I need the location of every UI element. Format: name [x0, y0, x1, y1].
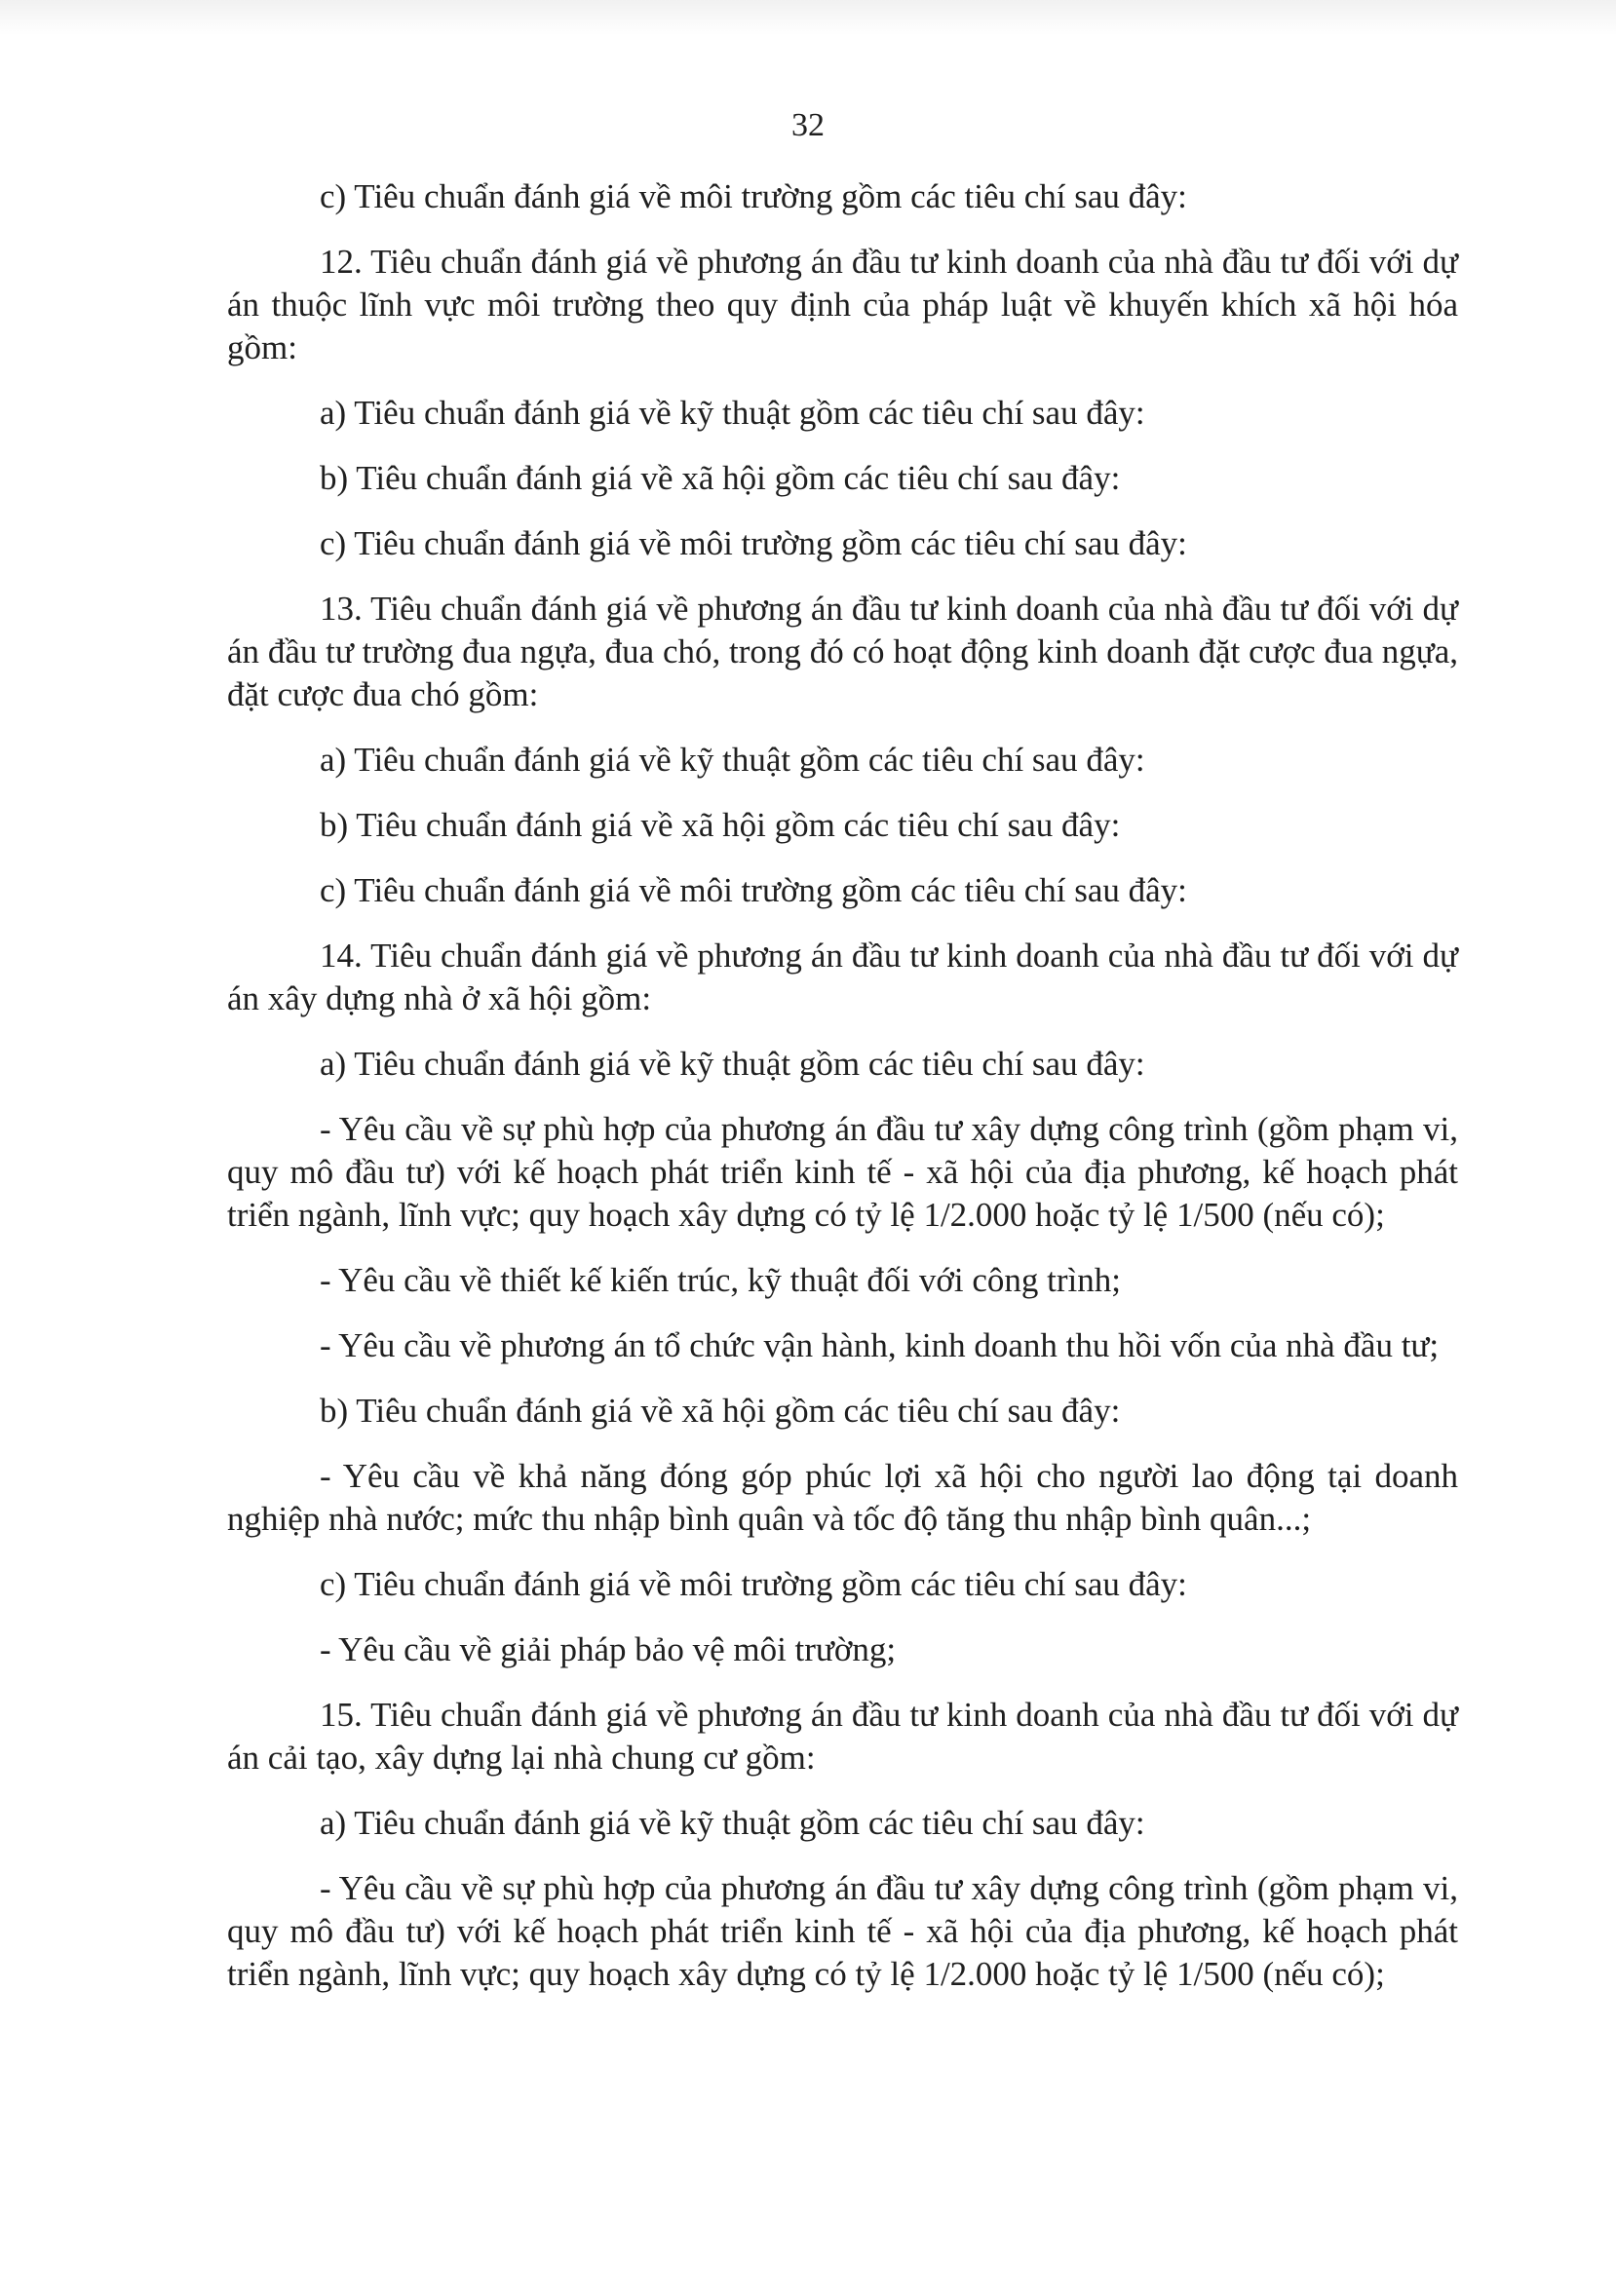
paragraph: - Yêu cầu về khả năng đóng góp phúc lợi xã hội cho người lao động tại doanh nghiệp nhà nước; mức thu nhập bình quân và tốc độ tăng thu nhập bình quân...; — [227, 1457, 1458, 1538]
document-body — [227, 175, 1458, 1996]
paragraph: - Yêu cầu về giải pháp bảo vệ môi trường; — [320, 1630, 897, 1668]
paragraph: a) Tiêu chuẩn đánh giá về kỹ thuật gồm các tiêu chí sau đây: — [320, 741, 1145, 779]
paragraph: 13. Tiêu chuẩn đánh giá về phương án đầu tư kinh doanh của nhà đầu tư đối với dự án đầu tư trường đua ngựa, đua chó, trong đó có hoạt động kinh doanh đặt cược đua ngựa, đặt cược đua chó gồm: — [227, 590, 1458, 713]
paragraph: c) Tiêu chuẩn đánh giá về môi trường gồm các tiêu chí sau đây: — [320, 1565, 1187, 1603]
paragraph: a) Tiêu chuẩn đánh giá về kỹ thuật gồm các tiêu chí sau đây: — [320, 394, 1145, 432]
paragraph: - Yêu cầu về phương án tổ chức vận hành, kinh doanh thu hồi vốn của nhà đầu tư; — [320, 1326, 1440, 1364]
paragraph: a) Tiêu chuẩn đánh giá về kỹ thuật gồm các tiêu chí sau đây: — [320, 1804, 1145, 1842]
paragraph: b) Tiêu chuẩn đánh giá về xã hội gồm các tiêu chí sau đây: — [320, 1392, 1121, 1430]
paragraph: 15. Tiêu chuẩn đánh giá về phương án đầu tư kinh doanh của nhà đầu tư đối với dự án cải tạo, xây dựng lại nhà chung cư gồm: — [227, 1696, 1458, 1777]
paragraph: - Yêu cầu về thiết kế kiến trúc, kỹ thuật đối với công trình; — [320, 1261, 1121, 1299]
scan-shadow — [0, 0, 1616, 35]
paragraph: a) Tiêu chuẩn đánh giá về kỹ thuật gồm các tiêu chí sau đây: — [320, 1045, 1145, 1083]
paragraph: 14. Tiêu chuẩn đánh giá về phương án đầu tư kinh doanh của nhà đầu tư đối với dự án xây dựng nhà ở xã hội gồm: — [227, 937, 1458, 1017]
paragraph: b) Tiêu chuẩn đánh giá về xã hội gồm các tiêu chí sau đây: — [320, 806, 1121, 844]
paragraph: b) Tiêu chuẩn đánh giá về xã hội gồm các tiêu chí sau đây: — [320, 459, 1121, 497]
paragraph: c) Tiêu chuẩn đánh giá về môi trường gồm các tiêu chí sau đây: — [320, 177, 1187, 215]
paragraph: - Yêu cầu về sự phù hợp của phương án đầu tư xây dựng công trình (gồm phạm vi, quy mô đầu tư) với kế hoạch phát triển kinh tế - xã hội của địa phương, kế hoạch phát triển ngành, lĩnh vực; quy hoạch xây dựng có tỷ lệ 1/2.000 hoặc tỷ lệ 1/500 (nếu có); — [227, 1869, 1458, 1993]
paragraph: - Yêu cầu về sự phù hợp của phương án đầu tư xây dựng công trình (gồm phạm vi, quy mô đầu tư) với kế hoạch phát triển kinh tế - xã hội của địa phương, kế hoạch phát triển ngành, lĩnh vực; quy hoạch xây dựng có tỷ lệ 1/2.000 hoặc tỷ lệ 1/500 (nếu có); — [227, 1110, 1458, 1234]
paragraph: c) Tiêu chuẩn đánh giá về môi trường gồm các tiêu chí sau đây: — [320, 871, 1187, 909]
paragraph: 12. Tiêu chuẩn đánh giá về phương án đầu tư kinh doanh của nhà đầu tư đối với dự án thuộc lĩnh vực môi trường theo quy định của pháp luật về khuyến khích xã hội hóa gồm: — [227, 243, 1458, 366]
paragraph: c) Tiêu chuẩn đánh giá về môi trường gồm các tiêu chí sau đây: — [320, 524, 1187, 562]
page-number: 32 — [791, 107, 825, 143]
